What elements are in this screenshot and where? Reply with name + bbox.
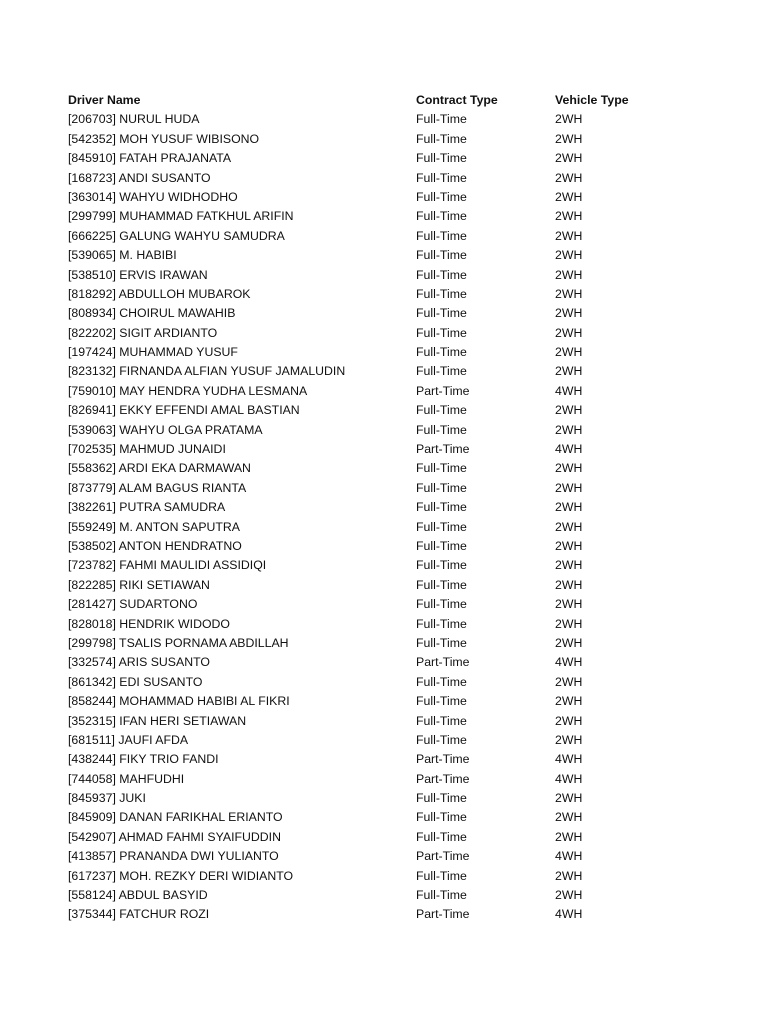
contract-type-cell: Full-Time <box>416 713 467 728</box>
contract-type-cell: Full-Time <box>416 480 467 495</box>
table-row <box>68 382 708 401</box>
table-row <box>68 692 708 711</box>
table-row <box>68 188 708 207</box>
contract-type-cell: Part-Time <box>416 849 470 864</box>
driver-name-cell: [352315] IFAN HERI SETIAWAN <box>68 713 247 728</box>
table-row <box>68 770 708 789</box>
table-row <box>68 285 708 304</box>
contract-type-cell: Full-Time <box>416 868 467 883</box>
contract-type-cell: Full-Time <box>416 112 467 127</box>
table-row <box>68 595 708 614</box>
table-row <box>68 169 708 188</box>
driver-name-cell: [826941] EKKY EFFENDI AMAL BASTIAN <box>68 403 300 418</box>
contract-type-cell: Part-Time <box>416 771 470 786</box>
driver-name-cell: [299798] TSALIS PORNAMA ABDILLAH <box>68 635 289 650</box>
driver-name-cell: [413857] PRANANDA DWI YULIANTO <box>68 849 279 864</box>
driver-name-cell: [702535] MAHMUD JUNAIDI <box>68 442 226 457</box>
vehicle-type-cell: 2WH <box>555 461 583 476</box>
vehicle-type-cell: 2WH <box>555 500 583 515</box>
vehicle-type-cell: 2WH <box>555 228 583 243</box>
driver-name-cell: [542352] MOH YUSUF WIBISONO <box>68 131 260 146</box>
table-row <box>68 110 708 129</box>
vehicle-type-cell: 2WH <box>555 674 583 689</box>
vehicle-type-cell: 2WH <box>555 694 583 709</box>
driver-name-cell: [206703] NURUL HUDA <box>68 112 200 127</box>
vehicle-type-cell: 2WH <box>555 810 583 825</box>
driver-name-cell: [168723] ANDI SUSANTO <box>68 170 211 185</box>
contract-type-cell: Full-Time <box>416 810 467 825</box>
vehicle-type-cell: 2WH <box>555 189 583 204</box>
table-row <box>68 518 708 537</box>
driver-name-cell: [558362] ARDI EKA DARMAWAN <box>68 461 251 476</box>
driver-name-cell: [858244] MOHAMMAD HABIBI AL FIKRI <box>68 694 290 709</box>
driver-name-cell: [822285] RIKI SETIAWAN <box>68 577 210 592</box>
contract-type-cell: Full-Time <box>416 325 467 340</box>
vehicle-type-cell: 2WH <box>555 829 583 844</box>
contract-type-cell: Full-Time <box>416 364 467 379</box>
driver-name-cell: [542907] AHMAD FAHMI SYAIFUDDIN <box>68 829 281 844</box>
vehicle-type-cell: 2WH <box>555 616 583 631</box>
vehicle-type-cell: 2WH <box>555 538 583 553</box>
driver-name-cell: [845909] DANAN FARIKHAL ERIANTO <box>68 810 283 825</box>
driver-name-cell: [197424] MUHAMMAD YUSUF <box>68 345 238 360</box>
vehicle-type-cell: 2WH <box>555 403 583 418</box>
driver-name-cell: [744058] MAHFUDHI <box>68 771 185 786</box>
vehicle-type-cell: 2WH <box>555 888 583 903</box>
table-row <box>68 886 708 905</box>
table-row <box>68 750 708 769</box>
driver-name-cell: [538502] ANTON HENDRATNO <box>68 538 242 553</box>
vehicle-type-cell: 2WH <box>555 597 583 612</box>
contract-type-cell: Full-Time <box>416 577 467 592</box>
table-row <box>68 712 708 731</box>
table-row <box>68 537 708 556</box>
contract-type-cell: Part-Time <box>416 383 470 398</box>
driver-name-cell: [281427] SUDARTONO <box>68 597 198 612</box>
table-row <box>68 905 708 924</box>
table-row <box>68 130 708 149</box>
driver-name-cell: [822202] SIGIT ARDIANTO <box>68 325 218 340</box>
contract-type-cell: Full-Time <box>416 422 467 437</box>
contract-type-cell: Full-Time <box>416 170 467 185</box>
table-row <box>68 304 708 323</box>
vehicle-type-cell: 2WH <box>555 713 583 728</box>
driver-name-cell: [558124] ABDUL BASYID <box>68 888 208 903</box>
vehicle-type-cell: 2WH <box>555 791 583 806</box>
contract-type-cell: Full-Time <box>416 694 467 709</box>
header-vehicle-type: Vehicle Type <box>555 93 629 107</box>
driver-name-cell: [375344] FATCHUR ROZI <box>68 907 210 922</box>
table-body <box>68 110 708 924</box>
driver-name-cell: [538510] ERVIS IRAWAN <box>68 267 208 282</box>
table-row <box>68 673 708 692</box>
contract-type-cell: Full-Time <box>416 888 467 903</box>
contract-type-cell: Full-Time <box>416 248 467 263</box>
contract-type-cell: Part-Time <box>416 907 470 922</box>
table-row <box>68 653 708 672</box>
table-header-row <box>68 91 708 110</box>
table-row <box>68 246 708 265</box>
driver-name-cell: [681511] JAUFI AFDA <box>68 732 189 747</box>
vehicle-type-cell: 4WH <box>555 907 583 922</box>
vehicle-type-cell: 2WH <box>555 519 583 534</box>
vehicle-type-cell: 2WH <box>555 112 583 127</box>
contract-type-cell: Full-Time <box>416 829 467 844</box>
driver-name-cell: [828018] HENDRIK WIDODO <box>68 616 230 631</box>
vehicle-type-cell: 2WH <box>555 286 583 301</box>
table-row <box>68 847 708 866</box>
table-row <box>68 615 708 634</box>
contract-type-cell: Full-Time <box>416 597 467 612</box>
table-row <box>68 634 708 653</box>
table-row <box>68 479 708 498</box>
driver-name-cell: [873779] ALAM BAGUS RIANTA <box>68 480 247 495</box>
table-row <box>68 324 708 343</box>
vehicle-type-cell: 2WH <box>555 868 583 883</box>
contract-type-cell: Full-Time <box>416 131 467 146</box>
table-row <box>68 401 708 420</box>
driver-name-cell: [539063] WAHYU OLGA PRATAMA <box>68 422 263 437</box>
driver-name-cell: [299799] MUHAMMAD FATKHUL ARIFIN <box>68 209 294 224</box>
contract-type-cell: Full-Time <box>416 519 467 534</box>
vehicle-type-cell: 4WH <box>555 383 583 398</box>
contract-type-cell: Full-Time <box>416 500 467 515</box>
contract-type-cell: Full-Time <box>416 791 467 806</box>
table-row <box>68 459 708 478</box>
contract-type-cell: Full-Time <box>416 732 467 747</box>
contract-type-cell: Full-Time <box>416 286 467 301</box>
vehicle-type-cell: 2WH <box>555 635 583 650</box>
vehicle-type-cell: 2WH <box>555 306 583 321</box>
driver-name-cell: [539065] M. HABIBI <box>68 248 177 263</box>
vehicle-type-cell: 2WH <box>555 364 583 379</box>
vehicle-type-cell: 4WH <box>555 752 583 767</box>
contract-type-cell: Full-Time <box>416 403 467 418</box>
table-row <box>68 828 708 847</box>
vehicle-type-cell: 2WH <box>555 209 583 224</box>
contract-type-cell: Full-Time <box>416 461 467 476</box>
table-row <box>68 207 708 226</box>
vehicle-type-cell: 4WH <box>555 849 583 864</box>
contract-type-cell: Full-Time <box>416 189 467 204</box>
vehicle-type-cell: 2WH <box>555 558 583 573</box>
vehicle-type-cell: 2WH <box>555 577 583 592</box>
vehicle-type-cell: 2WH <box>555 422 583 437</box>
contract-type-cell: Full-Time <box>416 616 467 631</box>
vehicle-type-cell: 2WH <box>555 131 583 146</box>
contract-type-cell: Full-Time <box>416 306 467 321</box>
driver-name-cell: [808934] CHOIRUL MAWAHIB <box>68 306 236 321</box>
driver-name-cell: [861342] EDI SUSANTO <box>68 674 203 689</box>
vehicle-type-cell: 2WH <box>555 170 583 185</box>
driver-name-cell: [332574] ARIS SUSANTO <box>68 655 210 670</box>
contract-type-cell: Part-Time <box>416 655 470 670</box>
table-row <box>68 556 708 575</box>
driver-name-cell: [723782] FAHMI MAULIDI ASSIDIQI <box>68 558 267 573</box>
vehicle-type-cell: 2WH <box>555 267 583 282</box>
vehicle-type-cell: 2WH <box>555 732 583 747</box>
vehicle-type-cell: 4WH <box>555 655 583 670</box>
contract-type-cell: Part-Time <box>416 442 470 457</box>
table-row <box>68 731 708 750</box>
driver-name-cell: [759010] MAY HENDRA YUDHA LESMANA <box>68 383 308 398</box>
contract-type-cell: Full-Time <box>416 674 467 689</box>
header-contract-type: Contract Type <box>416 93 498 107</box>
table-row <box>68 343 708 362</box>
driver-name-cell: [438244] FIKY TRIO FANDI <box>68 752 219 767</box>
table-row <box>68 362 708 381</box>
table-row <box>68 440 708 459</box>
table-row <box>68 227 708 246</box>
vehicle-type-cell: 2WH <box>555 248 583 263</box>
driver-name-cell: [363014] WAHYU WIDHODHO <box>68 189 238 204</box>
header-driver-name: Driver Name <box>68 93 141 107</box>
driver-name-cell: [382261] PUTRA SAMUDRA <box>68 500 226 515</box>
table-row <box>68 149 708 168</box>
contract-type-cell: Full-Time <box>416 558 467 573</box>
contract-type-cell: Full-Time <box>416 151 467 166</box>
driver-name-cell: [845910] FATAH PRAJANATA <box>68 151 232 166</box>
vehicle-type-cell: 4WH <box>555 771 583 786</box>
vehicle-type-cell: 4WH <box>555 442 583 457</box>
table-row <box>68 808 708 827</box>
table-row <box>68 266 708 285</box>
driver-name-cell: [617237] MOH. REZKY DERI WIDIANTO <box>68 868 294 883</box>
contract-type-cell: Full-Time <box>416 635 467 650</box>
vehicle-type-cell: 2WH <box>555 480 583 495</box>
contract-type-cell: Full-Time <box>416 345 467 360</box>
driver-name-cell: [666225] GALUNG WAHYU SAMUDRA <box>68 228 285 243</box>
driver-name-cell: [559249] M. ANTON SAPUTRA <box>68 519 240 534</box>
table-row <box>68 867 708 886</box>
driver-name-cell: [845937] JUKI <box>68 791 146 806</box>
driver-name-cell: [823132] FIRNANDA ALFIAN YUSUF JAMALUDIN <box>68 364 346 379</box>
table-row <box>68 421 708 440</box>
driver-name-cell: [818292] ABDULLOH MUBAROK <box>68 286 251 301</box>
contract-type-cell: Full-Time <box>416 538 467 553</box>
contract-type-cell: Full-Time <box>416 228 467 243</box>
vehicle-type-cell: 2WH <box>555 325 583 340</box>
table-row <box>68 789 708 808</box>
contract-type-cell: Full-Time <box>416 267 467 282</box>
contract-type-cell: Full-Time <box>416 209 467 224</box>
table-row <box>68 576 708 595</box>
contract-type-cell: Part-Time <box>416 752 470 767</box>
driver-table <box>68 91 708 925</box>
table-row <box>68 498 708 517</box>
vehicle-type-cell: 2WH <box>555 151 583 166</box>
vehicle-type-cell: 2WH <box>555 345 583 360</box>
